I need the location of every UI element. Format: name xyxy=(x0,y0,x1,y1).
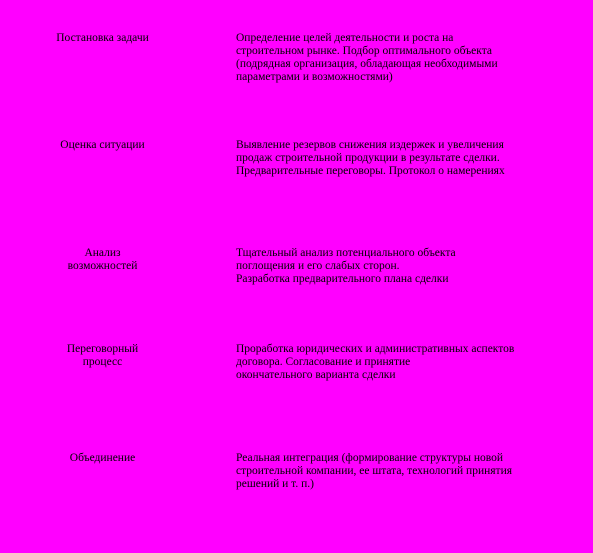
description-line: Тщательный анализ потенциального объекта xyxy=(236,247,456,259)
stage-label-line: Постановка задачи xyxy=(56,32,149,44)
stage-description xyxy=(236,139,576,178)
description-line: Выявление резервов снижения издержек и увеличения xyxy=(236,139,504,151)
stage-description xyxy=(236,247,576,286)
description-line: решений и т. п.) xyxy=(236,478,314,490)
stage-label xyxy=(20,247,185,273)
stage-description xyxy=(236,32,576,84)
stage-label xyxy=(20,139,185,152)
description-line: (подрядная организация, обладающая необходимыми xyxy=(236,58,498,70)
stage-label-line: возможностей xyxy=(67,260,138,272)
stage-label xyxy=(20,32,185,45)
stage-label xyxy=(20,343,185,369)
stage-label-line: Переговорный xyxy=(66,343,139,355)
description-line: Разработка предварительного плана сделки xyxy=(236,273,449,285)
description-line: Определение целей деятельности и роста на xyxy=(236,32,454,44)
stage-label-line: Объединение xyxy=(69,452,136,464)
stage-description xyxy=(236,452,576,491)
stage-label-line: Анализ xyxy=(84,247,121,259)
description-line: Проработка юридических и административных аспектов xyxy=(236,343,515,355)
description-line: Предварительные переговоры. Протокол о намерениях xyxy=(236,165,505,177)
description-line: строительной компании, ее штата, технологий принятия xyxy=(236,465,513,477)
description-line: параметрами и возможностями) xyxy=(236,71,393,83)
stage-label xyxy=(20,452,185,465)
stage-label-line: процесс xyxy=(82,356,123,368)
description-line: строительном рынке. Подбор оптимального объекта xyxy=(236,45,492,57)
description-line: договора. Согласование и принятие xyxy=(236,356,411,368)
description-line: Реальная интеграция (формирование структуры новой xyxy=(236,452,503,464)
description-line: окончательного варианта сделки xyxy=(236,369,396,381)
description-line: продаж строительной продукции в результате сделки. xyxy=(236,152,500,164)
description-line: поглощения и его слабых сторон. xyxy=(236,260,400,272)
stage-label-line: Оценка ситуации xyxy=(60,139,145,151)
stage-description xyxy=(236,343,576,382)
